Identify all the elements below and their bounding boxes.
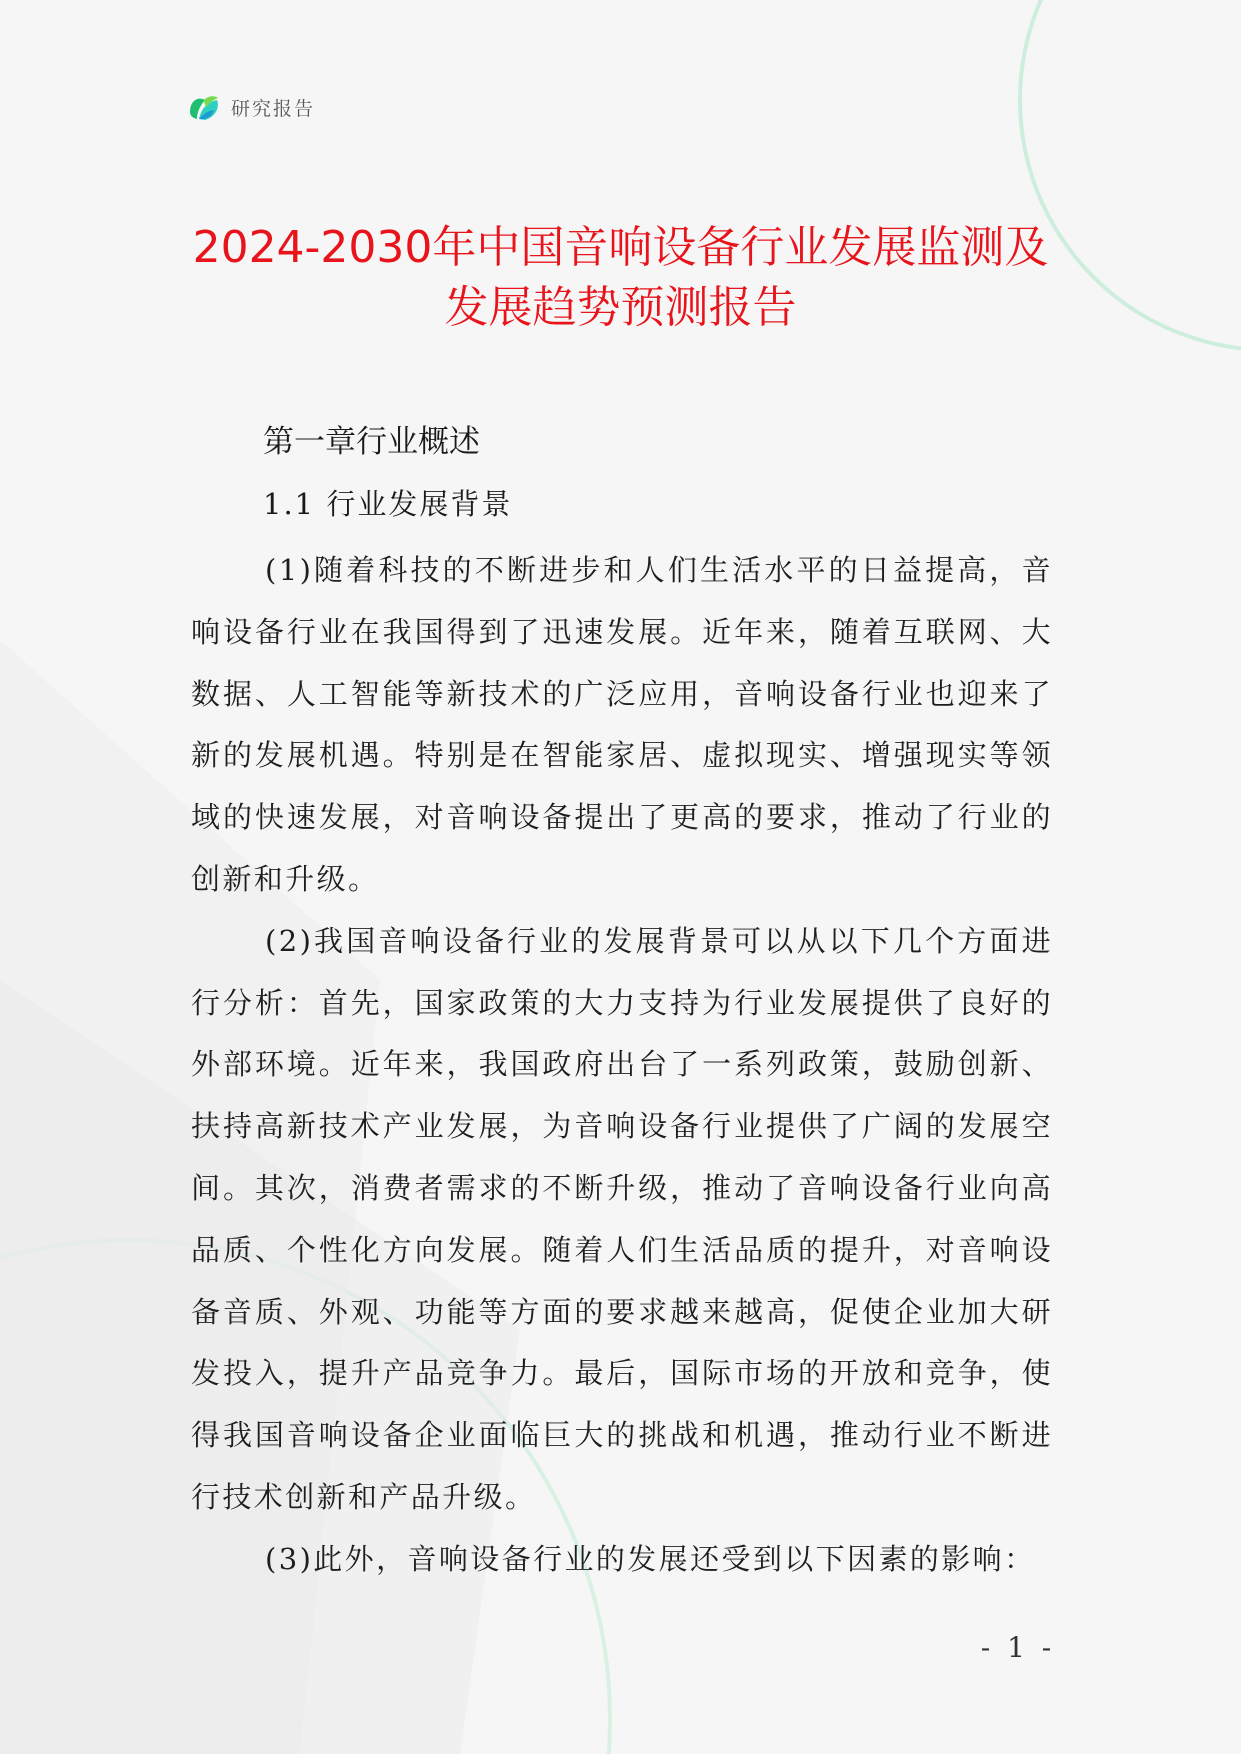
page-title <box>150 218 1091 338</box>
title-line-1: 2024-2030年中国音响设备行业发展监测及 <box>192 222 1049 273</box>
colorful-leaf-logo <box>187 92 223 122</box>
paragraph-3: (3)此外，音响设备行业的发展还受到以下因素的影响： <box>265 1541 1036 1576</box>
page-number: - 1 - <box>980 1631 1056 1664</box>
section-heading: 1.1 行业发展背景 <box>263 487 513 521</box>
header <box>187 90 315 124</box>
body-text <box>191 540 1053 1591</box>
paragraph-1: (1)随着科技的不断进步和人们生活水平的日益提高，音响设备行业在我国得到了迅速发展。近年来，随着互联网、大数据、人工智能等新技术的广泛应用，音响设备行业也迎来了新的发展机遇。特别是在智能家居、虚拟现实、增强现实等领域的快速发展，对音响设备提出了更高的要求，推动了行业的创新和升级。 <box>191 553 1053 896</box>
brand-label: 研究报告 <box>231 97 316 120</box>
paragraph-2: (2)我国音响设备行业的发展背景可以从以下几个方面进行分析：首先，国家政策的大力支持为行业发展提供了良好的外部环境。近年来，我国政府出台了一系列政策，鼓励创新、扶持高新技术产业发展，为音响设备行业提供了广阔的发展空间。其次，消费者需求的不断升级，推动了音响设备行业向高品质、个性化方向发展。随着人们生活品质的提升，对音响设备音质、外观、功能等方面的要求越来越高，促使企业加大研发投入，提升产品竞争力。最后，国际市场的开放和竞争，使得我国音响设备企业面临巨大的挑战和机遇，推动行业不断进行技术创新和产品升级。 <box>191 923 1053 1514</box>
chapter-heading: 第一章行业概述 <box>263 424 480 460</box>
title-line-2: 发展趋势预测报告 <box>444 282 797 333</box>
